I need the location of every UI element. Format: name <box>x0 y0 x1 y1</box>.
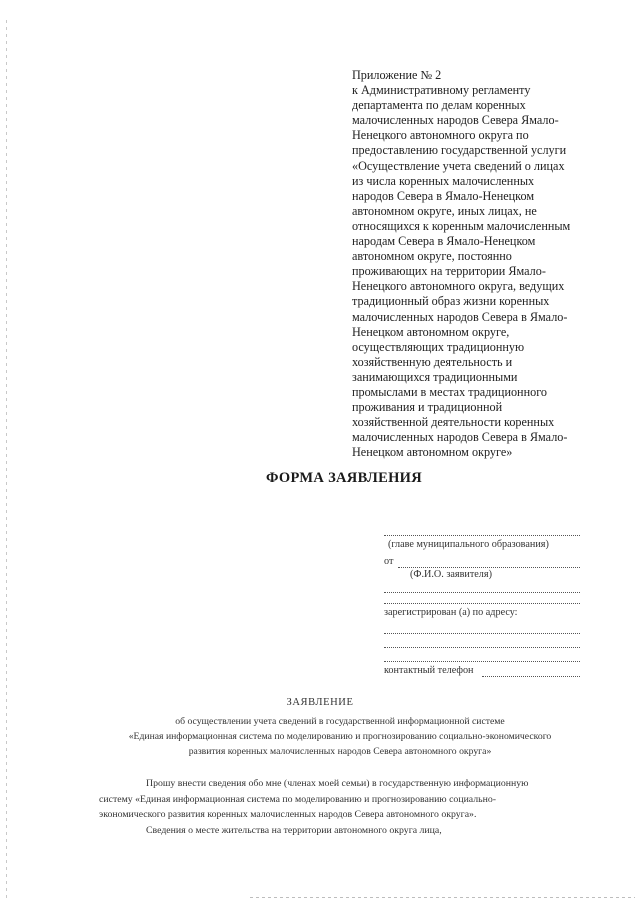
appendix-line: предоставлению государственной услуги <box>352 143 567 158</box>
appendix-line: промыслами в местах традиционного <box>352 384 547 399</box>
appendix-line: Ненецком автономном округе, <box>352 324 510 339</box>
phone-line[interactable] <box>482 676 580 677</box>
head-caption: (главе муниципального образования) <box>388 539 549 550</box>
appendix-line: народов Севера в Ямало-Ненецком <box>352 188 535 203</box>
appendix-line: департамента по делам коренных <box>352 98 526 113</box>
appendix-line: традиционный образ жизни коренных <box>352 294 550 309</box>
appendix-block <box>352 68 612 460</box>
address-line-3[interactable] <box>384 661 580 662</box>
declaration-title: ЗАЯВЛЕНИЕ <box>286 697 354 708</box>
appendix-line: занимающихся традиционными <box>352 369 518 384</box>
fio-caption: (Ф.И.О. заявителя) <box>410 569 492 580</box>
scan-bottom-edge <box>250 897 635 898</box>
from-label: от <box>384 556 394 567</box>
appendix-line: проживания и традиционной <box>352 400 503 415</box>
appendix-line: относящихся к коренным малочисленным <box>352 218 571 233</box>
declaration-subtitle-line: «Единая информационная система по моделированию и прогнозированию социально-экономического <box>128 731 552 742</box>
appendix-line: Ненецкого автономного округа по <box>352 128 529 143</box>
appendix-line: хозяйственную деятельность и <box>352 354 513 369</box>
appendix-line: малочисленных народов Севера Ямало- <box>352 113 559 128</box>
appendix-line: «Осуществление учета сведений о лицах <box>352 158 565 173</box>
appendix-line: Ненецком автономном округе» <box>352 445 513 460</box>
appendix-line: автономном округе, постоянно <box>352 249 512 264</box>
body-line: систему «Единая информационная система по моделированию и прогнозированию социально- <box>99 794 497 805</box>
appendix-line: малочисленных народов Севера в Ямало- <box>352 430 568 445</box>
appendix-line: из числа коренных малочисленных <box>352 173 535 188</box>
appendix-line: проживающих на территории Ямало- <box>352 264 546 279</box>
appendix-line: автономном округе, иных лицах, не <box>352 203 537 218</box>
body-line: Прошу внести сведения обо мне (членах моей семьи) в государственную информационную <box>146 778 529 789</box>
body-line: экономического развития коренных малочисленных народов Севера автономного округа». <box>99 809 477 820</box>
fio-line-3[interactable] <box>384 603 580 604</box>
declaration-subtitle-line: об осуществлении учета сведений в государственной информационной системе <box>175 716 505 727</box>
appendix-line: малочисленных народов Севера в Ямало- <box>352 309 568 324</box>
address-line-2[interactable] <box>384 647 580 648</box>
recipient-head-line[interactable] <box>384 535 580 536</box>
address-line-1[interactable] <box>384 633 580 634</box>
fio-line-2[interactable] <box>384 592 580 593</box>
appendix-line: народам Севера в Ямало-Ненецком <box>352 234 536 249</box>
form-title: ФОРМА ЗАЯВЛЕНИЯ <box>266 470 422 486</box>
scan-left-edge <box>6 20 7 900</box>
appendix-line: осуществляющих традиционную <box>352 339 525 354</box>
appendix-line: Приложение № 2 <box>352 68 442 82</box>
appendix-line: к Административному регламенту <box>352 83 531 98</box>
body-line: Сведения о месте жительства на территории автономного округа лица, <box>146 825 442 836</box>
phone-label: контактный телефон <box>384 665 474 676</box>
from-line[interactable] <box>398 567 580 568</box>
declaration-subtitle-line: развития коренных малочисленных народов Севера автономного округа» <box>188 746 492 757</box>
appendix-line: хозяйственной деятельности коренных <box>352 415 555 430</box>
appendix-line: Ненецкого автономного округа, ведущих <box>352 279 565 294</box>
registered-label: зарегистрирован (а) по адресу: <box>384 607 518 618</box>
